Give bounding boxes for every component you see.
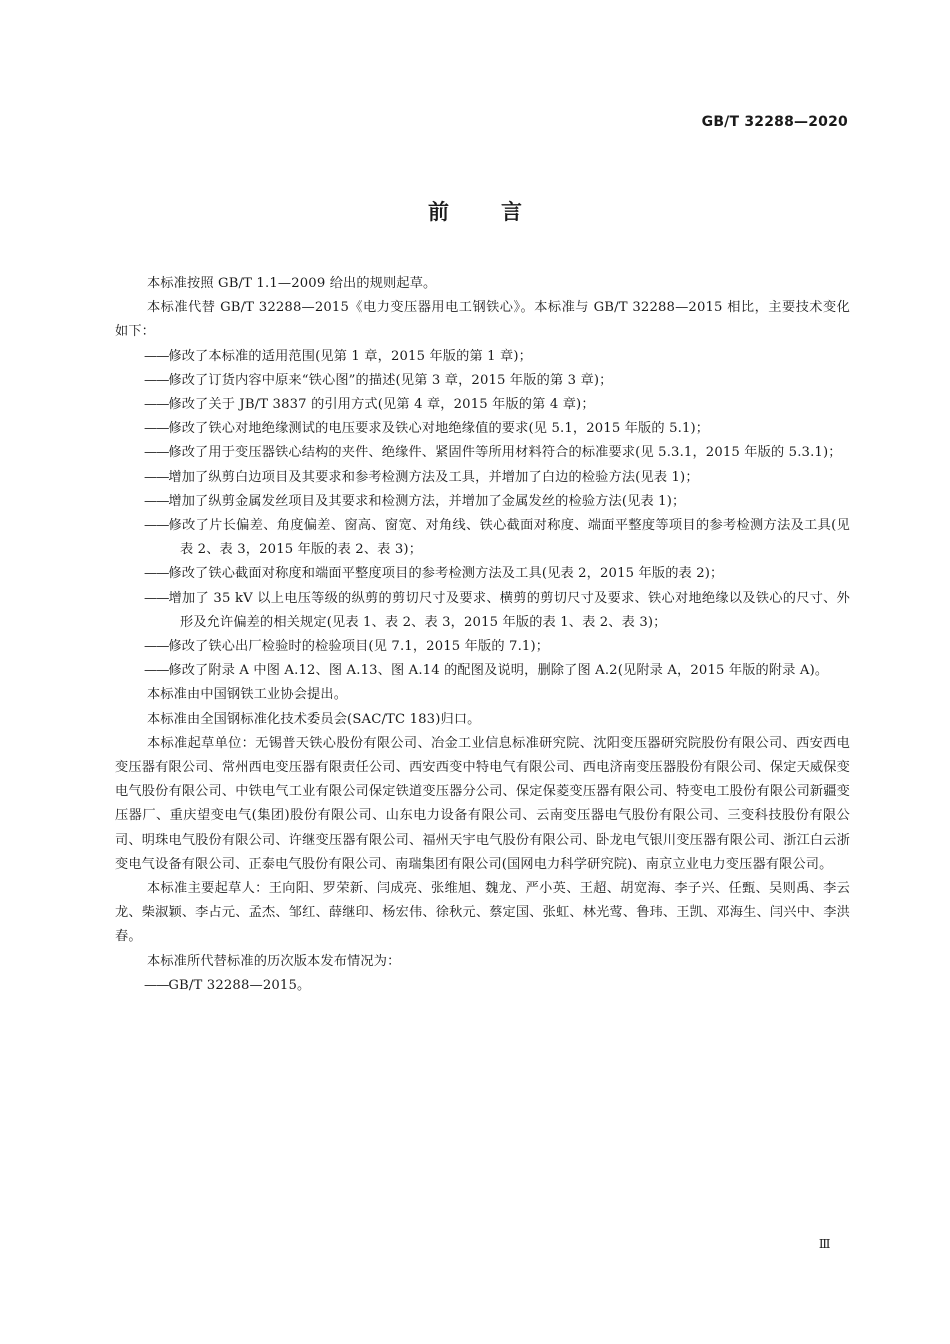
change-item: ——修改了附录 A 中图 A.12、图 A.13、图 A.14 的配图及说明，删除了图 A.2(见附录 A，2015 年版的附录 A)。 (144, 663, 829, 679)
change-item: ——修改了关于 JB/T 3837 的引用方式(见第 4 章，2015 年版的第 4 章)； (144, 397, 595, 413)
dash-mark: —— (144, 372, 169, 388)
change-item: ——修改了片长偏差、角度偏差、窗高、窗宽、对角线、铁心截面对称度、端面平整度等项目的参考检测方法及工具(见表 2、表 3，2015 年版的表 2、表 3)； (144, 518, 850, 558)
dash-mark: —— (144, 590, 169, 606)
dash-mark: —— (144, 663, 169, 679)
history-item: ——GB/T 32288—2015。 (144, 977, 311, 993)
dash-mark: —— (144, 639, 169, 655)
drafting-units-paragraph: 本标准起草单位：无锡普天铁心股份有限公司、冶金工业信息标准研究院、沈阳变压器研究院股份有限公司、西安西电变压器有限公司、常州西电变压器有限责任公司、西安西变中特电气有限公司、西电济南变压器股份有限公司、保定天威保变电气股份有限公司、中铁电气工业有限公司保定铁道变压器分公司、保定保菱变压器有限公司、特变电工股份有限公司新疆变压器厂、重庆望变电气(集团)股份有限公司、山东电力设备有限公司、云南变压器电气股份有限公司、三变科技股份有限公司、明珠电气股份有限公司、许继变压器有限公司、福州天宇电气股份有限公司、卧龙电气银川变压器有限公司、浙江白云浙变电气设备有限公司、正泰电气股份有限公司、南瑞集团有限公司(国网电力科学研究院)、南京立业电力变压器有限公司。 (115, 735, 850, 872)
change-item: ——修改了订货内容中原来“铁心图”的描述(见第 3 章，2015 年版的第 3 章)； (144, 372, 613, 388)
dash-mark: —— (144, 977, 169, 993)
dash-mark: —— (144, 397, 169, 413)
change-item: ——修改了铁心对地绝缘测试的电压要求及铁心对地绝缘值的要求(见 5.1，2015 年版的 5.1)； (144, 421, 710, 437)
dash-mark: —— (144, 566, 169, 582)
dash-mark: —— (144, 469, 169, 485)
change-item: ——增加了纵剪金属发丝项目及其要求和检测方法，并增加了金属发丝的检验方法(见表 1)； (144, 493, 686, 509)
page-number: Ⅲ (818, 1237, 830, 1251)
drafters-paragraph: 本标准主要起草人：王向阳、罗荣新、闫成亮、张维旭、魏龙、严小英、王超、胡宽海、李子兴、任甄、吴则禹、李云龙、柴淑颖、李占元、孟杰、邹红、薛继印、杨宏伟、徐秋元、蔡定国、张虹、林光莺、鲁玮、王凯、邓海生、闫兴中、李洪春。 (115, 881, 850, 945)
change-item: ——修改了用于变压器铁心结构的夹件、绝缘件、紧固件等所用材料符合的标准要求(见 5.3.1，2015 年版的 5.3.1)； (144, 445, 842, 461)
proposed-by-paragraph: 本标准由中国钢铁工业协会提出。 (147, 687, 348, 703)
foreword-body (115, 272, 850, 998)
change-item: ——修改了本标准的适用范围(见第 1 章，2015 年版的第 1 章)； (144, 348, 533, 364)
dash-mark: —— (144, 518, 169, 534)
page-title: 前言 (428, 200, 574, 224)
intro-paragraph-2: 本标准代替 GB/T 32288—2015《电力变压器用电工钢铁心》。本标准与 GB/T 32288—2015 相比，主要技术变化如下： (115, 300, 850, 340)
change-item: ——修改了铁心出厂检验时的检验项目(见 7.1，2015 年版的 7.1)； (144, 639, 550, 655)
intro-paragraph-1: 本标准按照 GB/T 1.1—2009 给出的规则起草。 (147, 276, 437, 291)
change-item: ——增加了 35 kV 以上电压等级的纵剪的剪切尺寸及要求、横剪的剪切尺寸及要求、铁心对地绝缘以及铁心的尺寸、外形及允许偏差的相关规定(见表 1、表 2、表 3，2015 年版的表 1、表 2、表 3)； (144, 590, 850, 630)
change-item: ——增加了纵剪白边项目及其要求和参考检测方法及工具，并增加了白边的检验方法(见表 1)； (144, 469, 699, 485)
dash-mark: —— (144, 421, 169, 437)
dash-mark: —— (144, 445, 169, 461)
dash-mark: —— (144, 348, 169, 364)
changes-list (115, 345, 850, 684)
change-item: ——修改了铁心截面对称度和端面平整度项目的参考检测方法及工具(见表 2，2015 年版的表 2)； (144, 566, 724, 582)
standard-number: GB/T 32288—2020 (701, 114, 848, 130)
history-intro-paragraph: 本标准所代替标准的历次版本发布情况为： (147, 953, 401, 969)
dash-mark: —— (144, 493, 169, 509)
centralized-by-paragraph: 本标准由全国钢标准化技术委员会(SAC/TC 183)归口。 (147, 711, 481, 727)
